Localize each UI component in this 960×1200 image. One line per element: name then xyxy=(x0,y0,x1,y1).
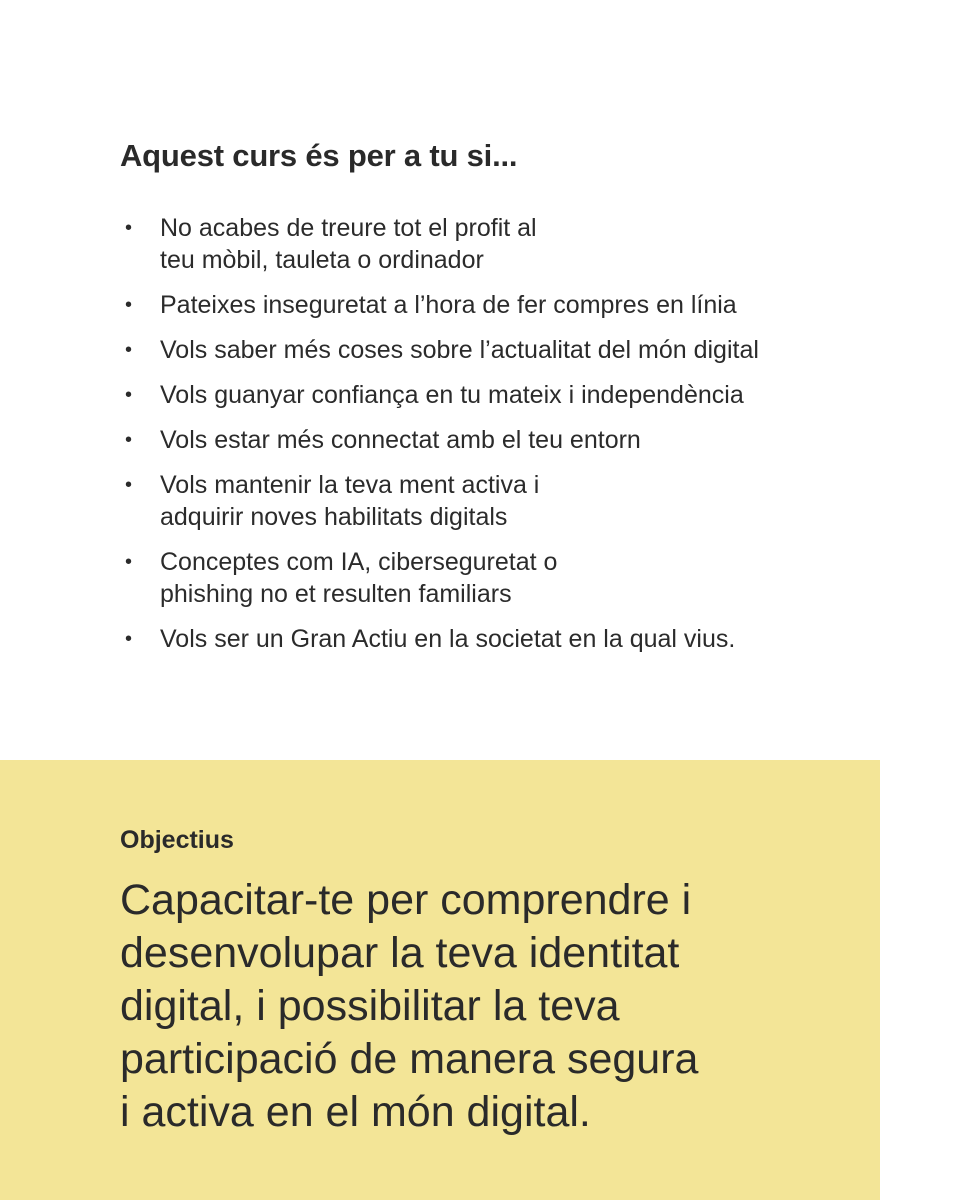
bullet-icon: • xyxy=(125,217,133,239)
list-item-text: Vols mantenir la teva ment activa i xyxy=(160,471,540,499)
list-item xyxy=(120,424,920,456)
list-item-text: Vols estar més connectat amb el teu entorn xyxy=(160,426,641,454)
list-item xyxy=(120,334,920,366)
list-item xyxy=(120,546,920,610)
bullet-icon: • xyxy=(125,339,133,361)
objectives-line: Capacitar-te per comprendre i xyxy=(120,876,692,924)
list-item xyxy=(120,623,920,655)
list-item-text: Vols guanyar confiança en tu mateix i independència xyxy=(160,381,744,409)
list-item-text: adquirir noves habilitats digitals xyxy=(160,503,508,531)
list-item xyxy=(120,289,920,321)
list-item xyxy=(120,469,920,533)
list-item xyxy=(120,379,920,411)
list-item-text: Vols ser un Gran Actiu en la societat en la qual vius. xyxy=(160,625,736,653)
intro-heading: Aquest curs és per a tu si... xyxy=(120,138,518,173)
list-item-text: teu mòbil, tauleta o ordinador xyxy=(160,246,484,274)
objectives-line: digital, i possibilitar la teva xyxy=(120,982,620,1030)
objectives-statement xyxy=(120,874,840,1139)
list-item-text: Vols saber més coses sobre l’actualitat del món digital xyxy=(160,336,759,364)
list-item-text: Pateixes inseguretat a l’hora de fer compres en línia xyxy=(160,291,737,319)
bullet-icon: • xyxy=(125,551,133,573)
bullet-icon: • xyxy=(125,628,133,650)
list-item-text: No acabes de treure tot el profit al xyxy=(160,214,537,242)
bullet-icon: • xyxy=(125,384,133,406)
objectives-label: Objectius xyxy=(120,826,234,854)
list-item-text: Conceptes com IA, ciberseguretat o xyxy=(160,548,558,576)
bullet-icon: • xyxy=(125,294,133,316)
bullet-icon: • xyxy=(125,474,133,496)
list-item xyxy=(120,212,920,276)
bullet-icon: • xyxy=(125,429,133,451)
list-item-text: phishing no et resulten familiars xyxy=(160,580,512,608)
objectives-line: desenvolupar la teva identitat xyxy=(120,929,680,977)
objectives-line: participació de manera segura xyxy=(120,1035,699,1083)
intro-section xyxy=(120,138,920,668)
audience-list xyxy=(120,212,920,655)
objectives-line: i activa en el món digital. xyxy=(120,1088,591,1136)
